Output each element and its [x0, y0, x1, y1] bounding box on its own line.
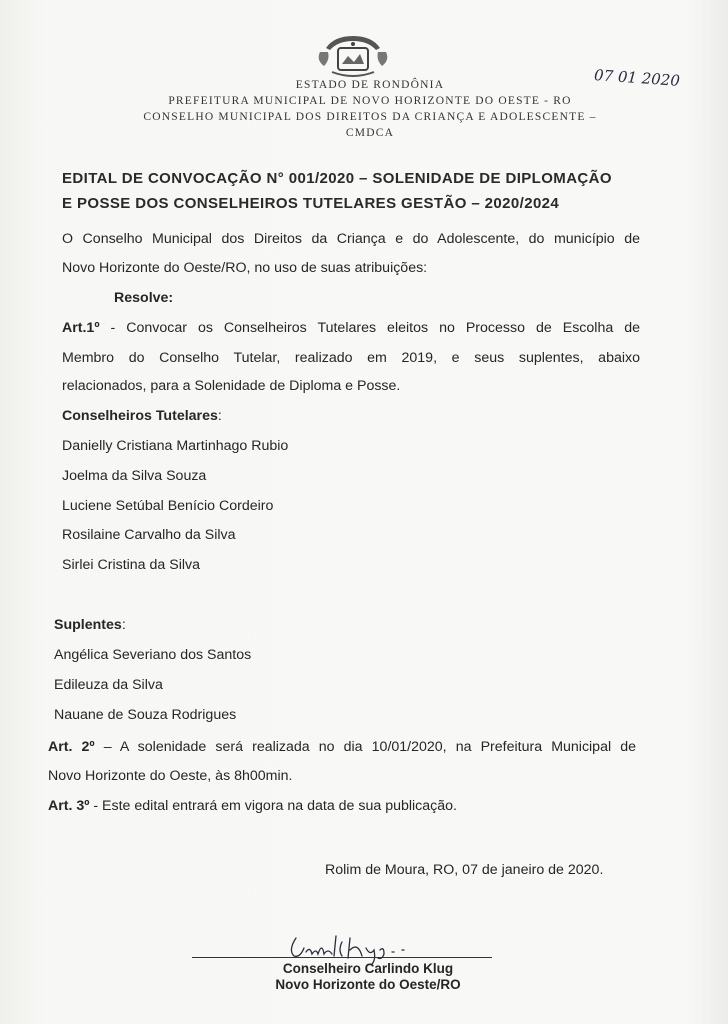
intro-line-1: O Conselho Municipal dos Direitos da Criança e do Adolescente, do município de — [62, 231, 640, 247]
suplente-name: Edileuza da Silva — [54, 677, 163, 693]
art1-line-3: relacionados, para a Solenidade de Diploma e Posse. — [62, 378, 401, 394]
place-and-date: Rolim de Moura, RO, 07 de janeiro de 2020. — [325, 862, 604, 878]
header-prefeitura: PREFEITURA MUNICIPAL DE NOVO HORIZONTE DO OESTE - RO — [168, 95, 572, 107]
svg-text:07 01 2020: 07 01 2020 — [593, 65, 681, 90]
art2-label: Art. 2º — [48, 739, 95, 755]
signature-line — [192, 957, 492, 958]
art3-label: Art. 3º — [48, 798, 90, 814]
conselheiros-heading: Conselheiros Tutelares: — [62, 408, 222, 424]
header-state: ESTADO DE RONDÔNIA — [295, 79, 445, 91]
art1-line-1: Art.1º - Convocar os Conselheiros Tutelares eleitos no Processo de Escolha de — [62, 320, 640, 336]
signer-location: Novo Horizonte do Oeste/RO — [275, 977, 461, 992]
art1-line-2: Membro do Conselho Tutelar, realizado em 2019, e seus suplentes, abaixo — [62, 350, 640, 366]
art2-line-1: Art. 2º – A solenidade será realizada no dia 10/01/2020, na Prefeitura Municipal de — [48, 739, 636, 755]
intro-line-2: Novo Horizonte do Oeste/RO, no uso de suas atribuições: — [62, 260, 428, 276]
suplentes-heading: Suplentes: — [54, 617, 126, 633]
conselheiro-name: Danielly Cristiana Martinhago Rubio — [62, 438, 289, 454]
art2-line-2: Novo Horizonte do Oeste, às 8h00min. — [48, 768, 293, 784]
conselheiro-name: Joelma da Silva Souza — [62, 468, 207, 484]
art1-label: Art.1º — [62, 320, 100, 336]
conselheiro-name: Rosilaine Carvalho da Silva — [62, 527, 236, 543]
edital-title-line-2: E POSSE DOS CONSELHEIROS TUTELARES GESTÃO – 2020/2024 — [62, 195, 560, 212]
signer-name: Conselheiro Carlindo Klug — [282, 961, 454, 976]
resolve-heading: Resolve: — [114, 290, 174, 306]
handwritten-date — [592, 64, 722, 94]
conselheiro-name: Luciene Setúbal Benício Cordeiro — [62, 498, 274, 514]
art3-line-1: Art. 3º - Este edital entrará em vigora na data de sua publicação. — [48, 798, 457, 814]
edital-title-line-1: EDITAL DE CONVOCAÇÃO N° 001/2020 – SOLENIDADE DE DIPLOMAÇÃO — [62, 170, 612, 187]
header-acronym: CMDCA — [345, 127, 395, 139]
suplente-name: Angélica Severiano dos Santos — [54, 647, 252, 663]
state-coat-of-arms-icon — [312, 30, 394, 80]
conselheiro-name: Sirlei Cristina da Silva — [62, 557, 200, 573]
header-conselho: CONSELHO MUNICIPAL DOS DIREITOS DA CRIANÇA E ADOLESCENTE – — [143, 111, 597, 123]
suplente-name: Nauane de Souza Rodrigues — [54, 707, 237, 723]
